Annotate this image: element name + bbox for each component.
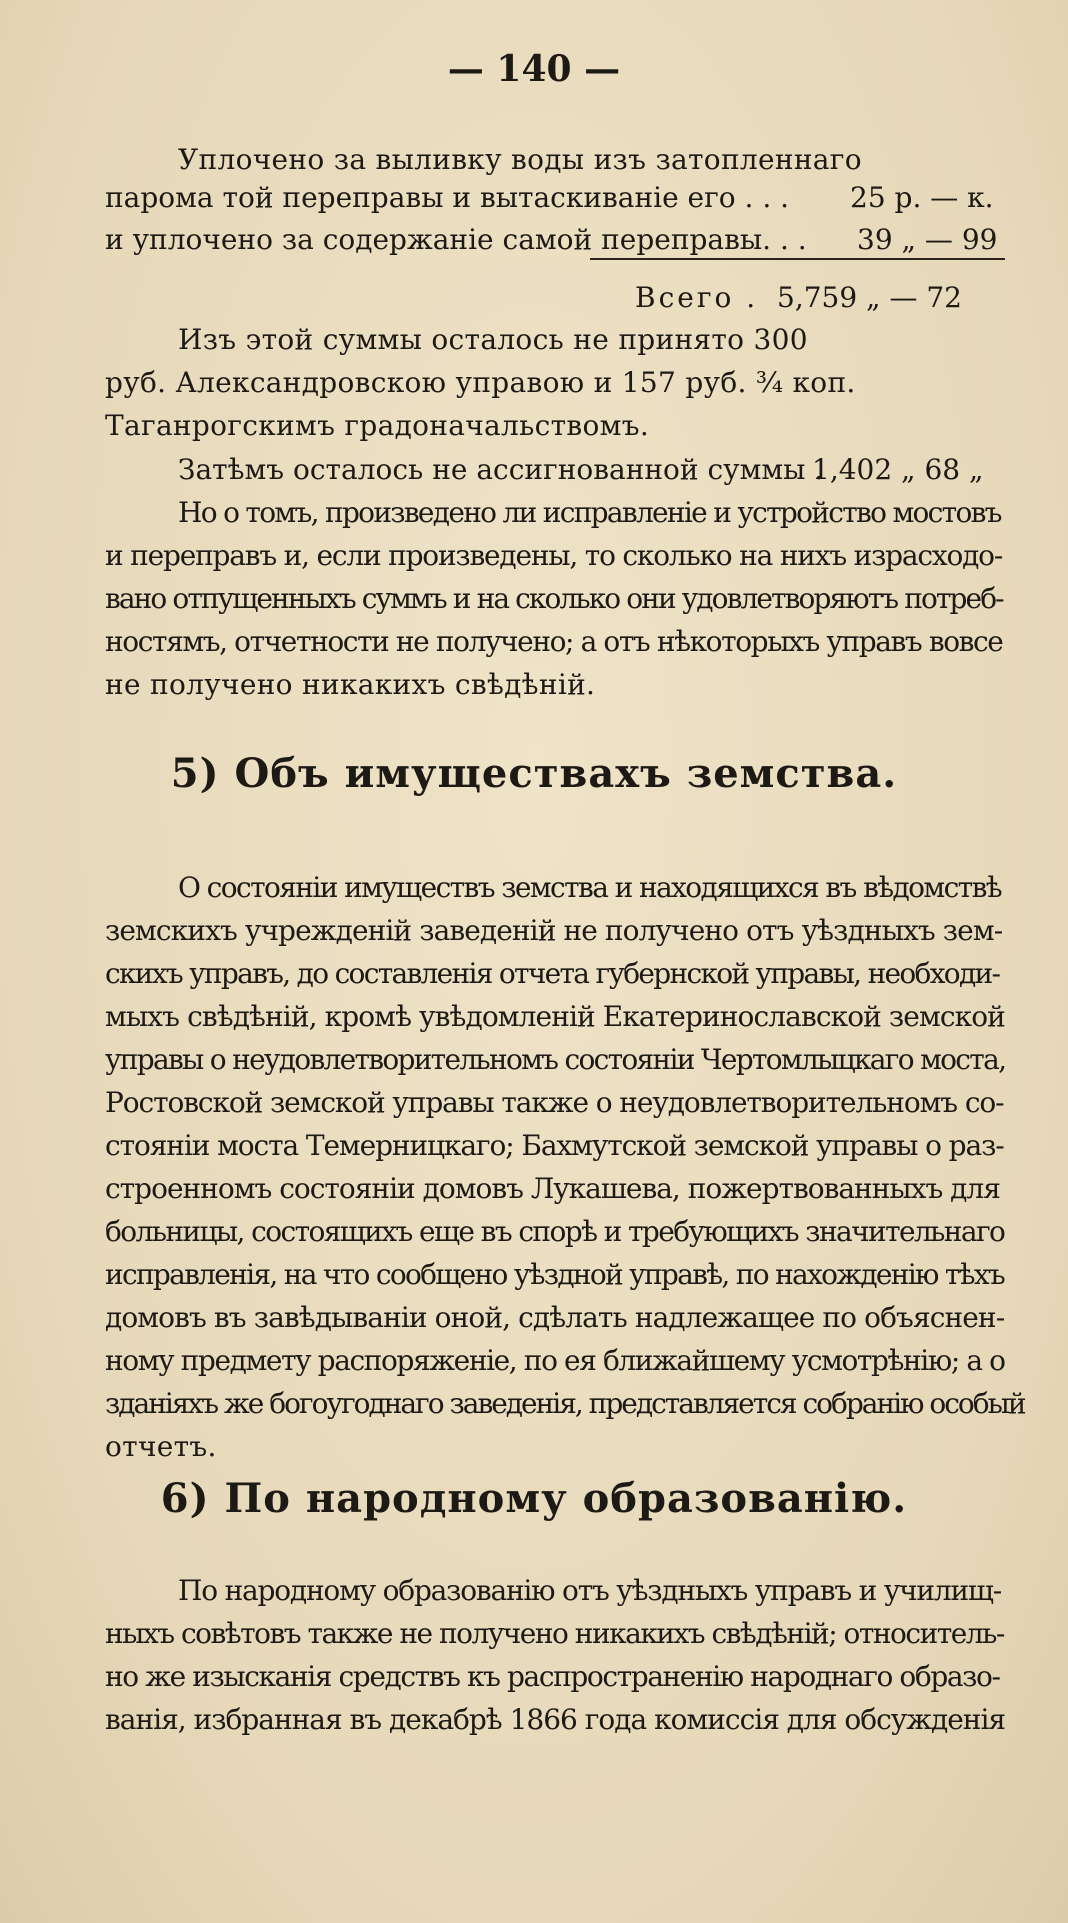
paragraph-line: ванія, избранная въ декабрѣ 1866 года комиссія для обсужденія [105,1703,1006,1736]
paragraph-line: больницы, состоящихъ еще въ спорѣ и требующихъ значительнаго [105,1215,1005,1248]
paragraph-line: мыхъ свѣдѣній, кромѣ увѣдомленій Екатеринославской земской [105,1000,1005,1033]
payment-line-1: Уплочено за выливку воды изъ затопленнаго [178,143,862,176]
paragraph-line: О состояніи имуществъ земства и находящихся въ вѣдомствѣ [178,871,1002,904]
section-number: 6) [160,1475,210,1522]
summary-line: руб. Александровскою управою и 157 руб. ¾ коп. [105,366,856,399]
total-amount: 5,759 „ — 72 [777,281,962,314]
section-heading-6 [0,1475,1068,1522]
payment-row-amount: 39 „ — 99 [857,223,998,256]
payment-row-amount: 25 р. — к. [850,181,994,214]
paragraph-line: ныхъ совѣтовъ также не получено никакихъ свѣдѣній; относитель- [105,1617,1004,1650]
paragraph-line: и переправъ и, если произведены, то сколько на нихъ израсходо- [105,539,1003,572]
paragraph-line: Но о томъ, произведено ли исправленіе и устройство мостовъ [178,496,1001,529]
section-title: По народному образованію. [224,1475,908,1522]
paragraph-line: ному предмету распоряженіе, по ея ближайшему усмотрѣнію; а о [105,1344,1005,1377]
section-number: 5) [170,750,220,797]
paragraph-line: домовъ въ завѣдываніи оной, сдѣлать надлежащее по объяснен- [105,1301,1005,1334]
payment-row-text: и уплочено за содержаніе самой переправы. . . [105,223,807,256]
total-label: Всего . [635,281,759,314]
paragraph-line: стояніи моста Темерницкаго; Бахмутской земской управы о раз- [105,1129,1004,1162]
paragraph-line: отчетъ. [105,1430,217,1463]
paragraph-line: исправленія, на что сообщено уѣздной управѣ, по нахожденію тѣхъ [105,1258,1005,1291]
paragraph-line: но же изысканія средствъ къ распространенію народнаго образо- [105,1660,1000,1693]
paragraph-line: По народному образованію отъ уѣздныхъ управъ и училищ- [178,1574,1002,1607]
remainder-text: Затѣмъ осталось не ассигнованной суммы . [178,453,824,486]
section-title: Объ имуществахъ земства. [234,750,898,797]
paragraph-line: управы о неудовлетворительномъ состояніи Чертомлыцкаго моста, [105,1043,1006,1076]
section-heading-5 [0,750,1068,797]
page-number: — 140 — [447,48,621,90]
paragraph-line: ностямъ, отчетности не получено; а отъ нѣкоторыхъ управъ вовсе [105,625,1003,658]
paragraph-line: строенномъ состояніи домовъ Лукашева, пожертвованныхъ для [105,1172,1000,1205]
paragraph-line: вано отпущенныхъ суммъ и на сколько они удовлетворяютъ потреб- [105,582,1003,615]
payment-row-text: парома той переправы и вытаскиваніе его . . . [105,181,790,214]
paragraph-line: зданіяхъ же богоугоднаго заведенія, представляется собранію особый [105,1387,1025,1420]
paragraph-line: скихъ управъ, до составленія отчета губернской управы, необходи- [105,957,1000,990]
summary-line: Таганрогскимъ градоначальствомъ. [105,409,650,442]
paragraph-line: не получено никакихъ свѣдѣній. [105,668,596,701]
paragraph-line: земскихъ учрежденій заведеній не получено отъ уѣздныхъ зем- [105,914,1003,947]
sum-rule [590,258,1005,260]
paragraph-line: Ростовской земской управы также о неудовлетворительномъ со- [105,1086,1004,1119]
remainder-amount: 1,402 „ 68 „ [812,453,984,486]
summary-line: Изъ этой суммы осталось не принято 300 [178,323,808,356]
